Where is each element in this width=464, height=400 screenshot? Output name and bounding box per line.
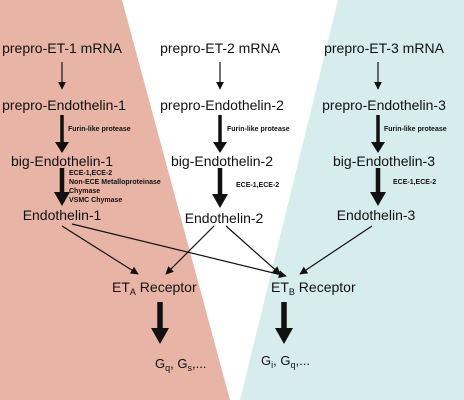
mature-3-label: Endothelin-3 [336, 207, 416, 223]
etb-signal-a-sub: i [271, 360, 274, 370]
arrow-prepro1-big1-head [55, 142, 69, 153]
eta-signal-tail: ,... [191, 356, 207, 371]
etb-signal-b-sub: q [290, 360, 296, 370]
arrow-etb-signal-head [275, 328, 293, 344]
mrna-2-label: prepro-ET-2 mRNA [160, 40, 280, 56]
arrow-big2-et2-head [212, 194, 228, 208]
prepro-2-label: prepro-Endothelin-2 [160, 97, 284, 113]
prepro-3-label: prepro-Endothelin-3 [322, 97, 446, 113]
eta-signal-a-sub: q [165, 363, 171, 373]
protease-3-label: Furin-like protease [384, 126, 447, 133]
pathway-2-arrows [212, 62, 228, 208]
prepro-1-label: prepro-Endothelin-1 [2, 97, 126, 113]
protease-1-label: Furin-like protease [68, 126, 131, 133]
mature-2-label: Endothelin-2 [184, 210, 264, 226]
arrow-et1-eta [62, 226, 138, 274]
signaling-arrows [151, 302, 293, 344]
arrow-et2-etb [226, 226, 280, 274]
pathway-3-arrows [370, 62, 386, 206]
arrow-et3-etb [300, 226, 372, 274]
binding-arrows [62, 224, 372, 276]
mature-1-label: Endothelin-1 [22, 207, 102, 223]
etb-receptor-suffix: Receptor [294, 279, 356, 295]
big-3-label: big-Endothelin-3 [333, 153, 435, 169]
eta-receptor-label [112, 279, 197, 300]
arrow-prepro3-big3-head [371, 142, 385, 153]
eta-receptor-suffix: Receptor [135, 279, 197, 295]
etb-receptor-subscript: B [288, 287, 295, 297]
arrow-big3-et3-head [370, 192, 386, 206]
arrow-big1-et1-head [54, 192, 70, 206]
converting-enzyme-1-1: ECE-1,ECE-2 [69, 170, 113, 177]
mrna-3-label: prepro-ET-3 mRNA [324, 40, 444, 56]
converting-enzyme-3-1: ECE-1,ECE-2 [393, 179, 437, 186]
eta-signaling-label [155, 356, 206, 373]
mrna-1-label: prepro-ET-1 mRNA [2, 40, 122, 56]
etb-signal-sep: , G [273, 353, 291, 368]
arrow-eta-signal-head [151, 328, 169, 344]
eta-signal-b-sub: s [187, 363, 192, 373]
big-2-label: big-Endothelin-2 [171, 153, 273, 169]
etb-signaling-label [261, 353, 310, 370]
pathway-1-arrows [54, 62, 70, 206]
converting-enzyme-1-2: Non-ECE Metalloproteinase [69, 179, 161, 186]
arrow-et2-eta [166, 226, 214, 274]
big-1-label: big-Endothelin-1 [11, 153, 113, 169]
protease-2-label: Furin-like protease [227, 126, 290, 133]
etb-receptor-label [271, 279, 356, 300]
eta-signal-a: G [155, 356, 166, 371]
converting-enzyme-2-1: ECE-1,ECE-2 [236, 182, 280, 189]
etb-receptor-prefix: ET [271, 279, 289, 295]
etb-signal-a: G [261, 353, 272, 368]
eta-receptor-subscript: A [129, 287, 136, 297]
converting-enzyme-1-4: VSMC Chymase [69, 197, 123, 204]
eta-receptor-prefix: ET [112, 279, 130, 295]
eta-signal-sep: , G [170, 356, 188, 371]
arrow-prepro2-big2-head [213, 142, 227, 153]
converting-enzyme-1-3: Chymase [69, 188, 101, 195]
etb-signal-tail: ,... [295, 353, 310, 368]
